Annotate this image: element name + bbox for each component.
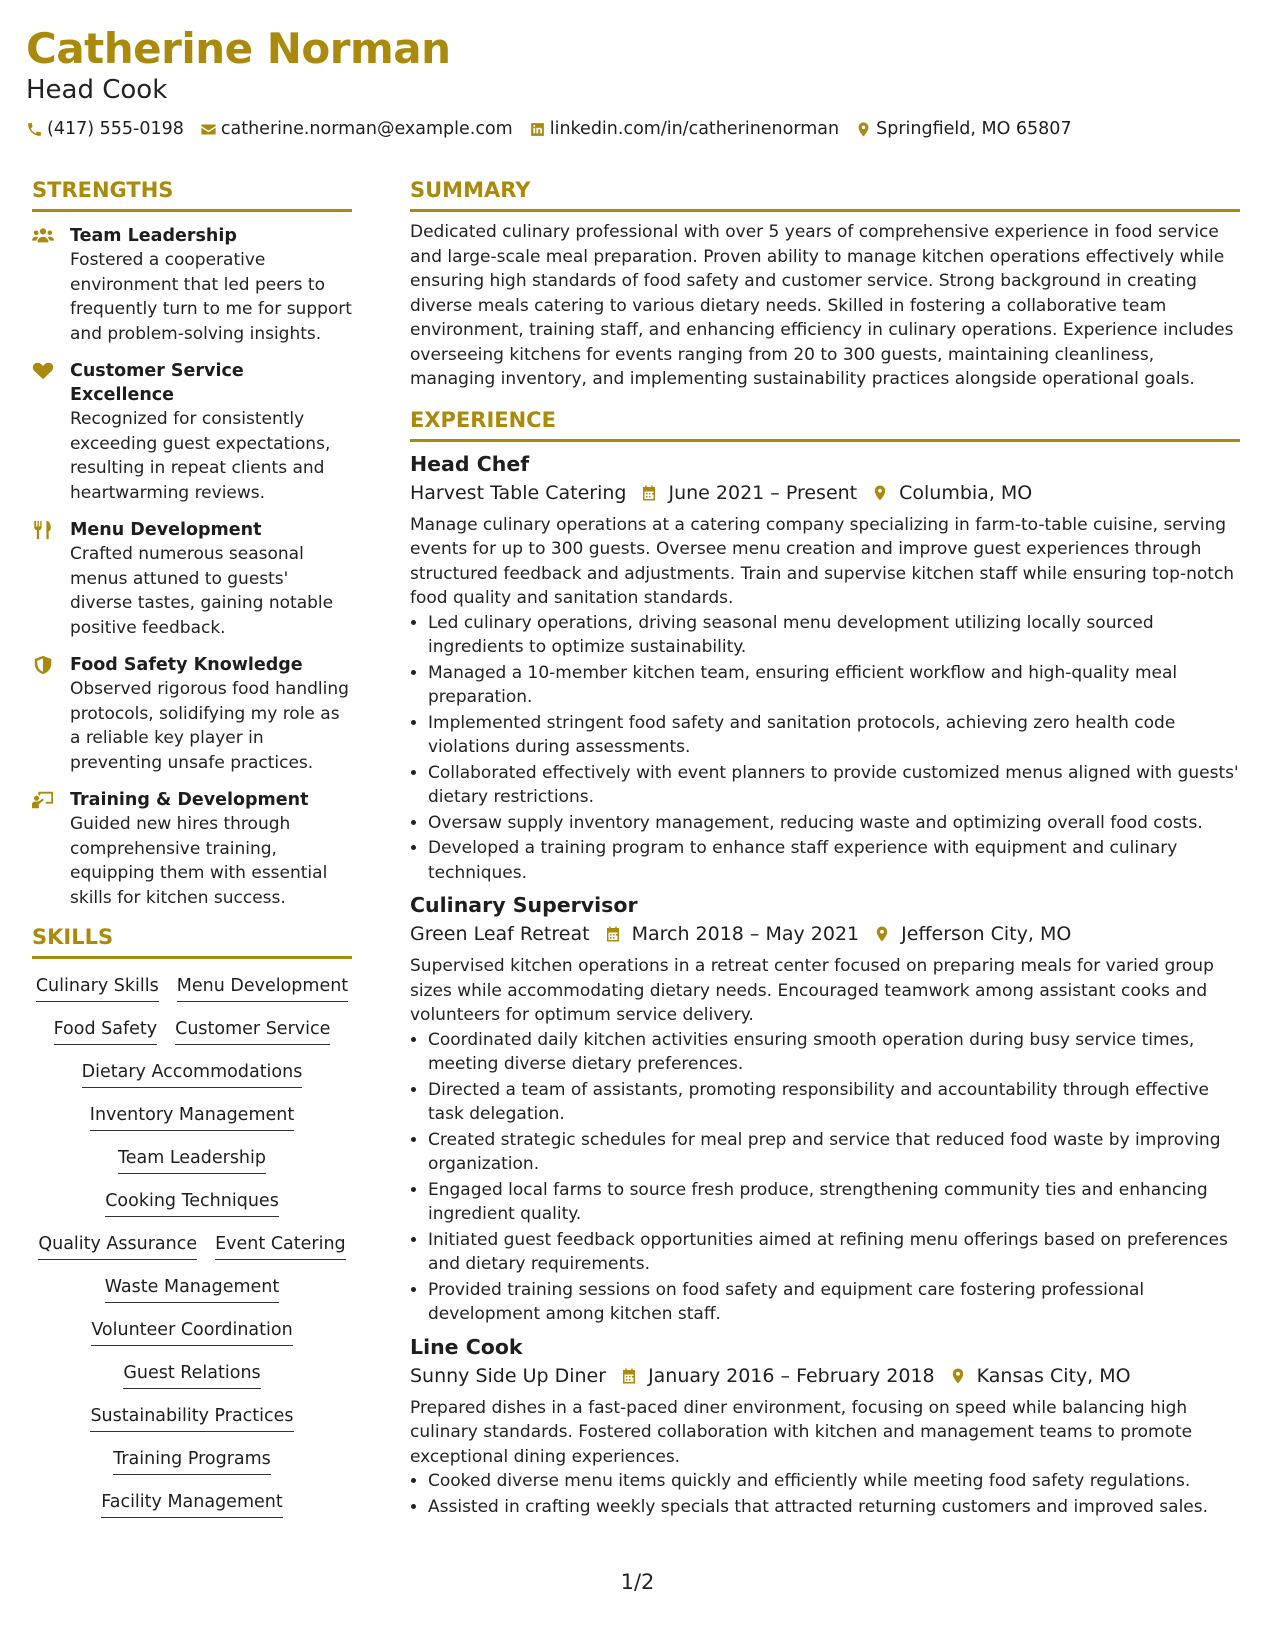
teacher-icon [32,790,54,810]
contact-phone [26,118,184,140]
bullet-item: • Directed a team of assistants, promoting responsibility and accountability through effective task delegation. [428,1078,1240,1127]
skill-tag: Culinary Skills [36,973,159,1002]
job-entry [410,450,1240,886]
shield-icon [32,655,54,675]
job-desc: Manage culinary operations at a catering company specializing in farm-to-table cuisine, serving events for up to 300 guests. Oversee menu creation and improve guest experiences through structured feedback and adjustments. Train and supervise kitchen staff while ensuring top-notch food quality and sanitation standards. [410,514,1235,608]
contact-bar [26,118,1246,140]
phone-icon [26,121,43,138]
map-pin-icon [855,121,872,138]
calendar-icon [604,925,622,943]
bullet-item: • Provided training sessions on food safety and equipment care fostering professional development among kitchen staff. [428,1278,1240,1327]
job-role: Line Cook [410,1334,523,1359]
job-company: Harvest Table Catering [410,481,627,504]
strength-item [32,224,352,346]
job-company: Green Leaf Retreat [410,923,590,945]
skill-tag: Cooking Techniques [105,1188,279,1217]
strength-desc: Guided new hires through comprehensive training, equipping them with essential skills for kitchen success. [70,814,328,908]
bullet-item: • Implemented stringent food safety and sanitation protocols, achieving zero health code violations during assessments. [428,711,1240,760]
page-number: 1/2 [620,1570,655,1594]
job-location: Kansas City, MO [976,1364,1131,1387]
strength-item [32,359,352,505]
job-role: Culinary Supervisor [410,893,638,917]
map-pin-icon [949,1367,967,1385]
candidate-name: Catherine Norman [26,24,451,73]
skill-tag: Customer Service [175,1016,330,1045]
strengths-heading: STRENGTHS [32,176,352,212]
job-bullets [410,1028,1240,1327]
map-pin-icon [871,484,889,502]
bullet-item: • Initiated guest feedback opportunities aimed at refining menu offerings based on preferences and dietary requirements. [428,1228,1240,1277]
bullet-item: • Cooked diverse menu items quickly and efficiently while meeting food safety regulations. [428,1469,1240,1494]
map-pin-icon [873,925,891,943]
job-meta [410,478,1240,508]
job-location: Jefferson City, MO [901,923,1072,945]
bullet-item: • Led culinary operations, driving seasonal menu development utilizing locally sourced ingredients to optimize sustainability. [428,611,1240,660]
job-entry [410,1333,1240,1520]
phone-text: (417) 555-0198 [47,119,184,139]
job-dates: March 2018 – May 2021 [631,923,860,945]
strength-desc: Crafted numerous seasonal menus attuned to guests' diverse tastes, gaining notable positive feedback. [70,544,334,638]
strength-title: Customer Service Excellence [70,361,244,405]
contact-location [855,118,1071,140]
heart-icon [32,361,54,381]
left-column [32,176,352,1518]
skills-heading: SKILLS [32,923,352,959]
job-desc: Prepared dishes in a fast-paced diner environment, focusing on speed while balancing high culinary standards. Fostered collaboration with kitchen and management teams to promote exceptional dining experiences. [410,1397,1193,1467]
email-text[interactable]: catherine.norman@example.com [220,119,513,139]
skill-tag: Event Catering [215,1231,346,1260]
bullet-item: • Created strategic schedules for meal prep and service that reduced food waste by improving organization. [428,1128,1240,1177]
bullet-item: • Developed a training program to enhance staff experience with equipment and culinary techniques. [428,836,1240,885]
skill-tag: Facility Management [101,1489,282,1518]
skill-tag: Training Programs [113,1446,271,1475]
skill-tag: Quality Assurance [38,1231,197,1260]
skill-tag: Volunteer Coordination [91,1317,292,1346]
strength-title: Training & Development [70,790,309,810]
skills-list [32,967,352,1518]
skill-tag: Dietary Accommodations [82,1059,303,1088]
skill-tag: Waste Management [105,1274,280,1303]
job-location: Columbia, MO [899,481,1033,504]
right-column [410,176,1240,1525]
job-desc: Supervised kitchen operations in a retreat center focused on preparing meals for varied group sizes while accommodating dietary needs. Encouraged teamwork among assistant cooks and volunteers for optimum service delivery. [410,956,1214,1025]
strength-title: Menu Development [70,520,262,540]
envelope-icon [200,121,217,138]
summary-text: Dedicated culinary professional with over 5 years of comprehensive experience in food service and large-scale meal preparation. Proven ability to manage kitchen operations effectively while ensuring high standards of food safety and customer service. Strong background in creating diverse meals catering to various dietary needs. Skilled in fostering a collaborative team environment, training staff, and enhancing efficiency in culinary operations. Experience includes overseeing kitchens for events ranging from 20 to 300 guests, maintaining cleanliness, managing inventory, and implementing sustainability practices alongside operational goals. [410,222,1234,389]
linkedin-text[interactable]: linkedin.com/in/catherinenorman [549,119,840,139]
skill-tag: Menu Development [177,973,348,1002]
users-icon [32,226,54,246]
job-meta [410,919,1240,949]
job-bullets [410,611,1240,886]
skill-tag: Sustainability Practices [90,1403,293,1432]
bullet-item: • Managed a 10-member kitchen team, ensuring efficient workflow and high-quality meal preparation. [428,661,1240,710]
utensils-icon [32,520,54,540]
job-entry [410,891,1240,1327]
bullet-item: • Oversaw supply inventory management, reducing waste and optimizing overall food costs. [428,811,1240,836]
strength-item [32,518,352,640]
bullet-item: • Engaged local farms to source fresh produce, strengthening community ties and enhancing ingredient quality. [428,1178,1240,1227]
resume-header [26,24,1246,140]
strength-title: Team Leadership [70,226,237,246]
job-role: Head Chef [410,451,530,476]
skill-tag: Team Leadership [118,1145,266,1174]
calendar-icon [640,484,658,502]
skill-tag: Inventory Management [90,1102,294,1131]
strength-item [32,788,352,910]
strength-desc: Recognized for consistently exceeding guest expectations, resulting in repeat clients and heartwarming reviews. [70,409,331,503]
job-dates: June 2021 – Present [668,481,858,504]
summary-heading: SUMMARY [410,176,1240,212]
skill-tag: Guest Relations [123,1360,260,1389]
job-meta [410,1361,1240,1391]
job-dates: January 2016 – February 2018 [648,1364,935,1387]
location-text: Springfield, MO 65807 [876,119,1072,139]
strength-desc: Fostered a cooperative environment that led peers to frequently turn to me for support and problem-solving insights. [70,250,352,344]
job-bullets [410,1469,1240,1519]
contact-email[interactable] [200,118,513,140]
bullet-item: • Assisted in crafting weekly specials that attracted returning customers and improved sales. [428,1495,1240,1520]
bullet-item: • Coordinated daily kitchen activities ensuring smooth operation during busy service times, meeting diverse dietary preferences. [428,1028,1240,1077]
candidate-title: Head Cook [26,75,168,105]
strength-desc: Observed rigorous food handling protocols, solidifying my role as a reliable key player in preventing unsafe practices. [70,679,349,773]
experience-heading: EXPERIENCE [410,406,1240,442]
linkedin-icon [529,121,546,138]
bullet-item: • Collaborated effectively with event planners to provide customized menus aligned with guests' dietary restrictions. [428,761,1240,810]
contact-linkedin[interactable] [529,118,839,140]
skill-tag: Food Safety [54,1016,158,1045]
strengths-list [32,220,352,910]
strength-item [32,653,352,775]
strength-title: Food Safety Knowledge [70,655,303,675]
job-company: Sunny Side Up Diner [410,1364,607,1387]
calendar-icon [620,1367,638,1385]
